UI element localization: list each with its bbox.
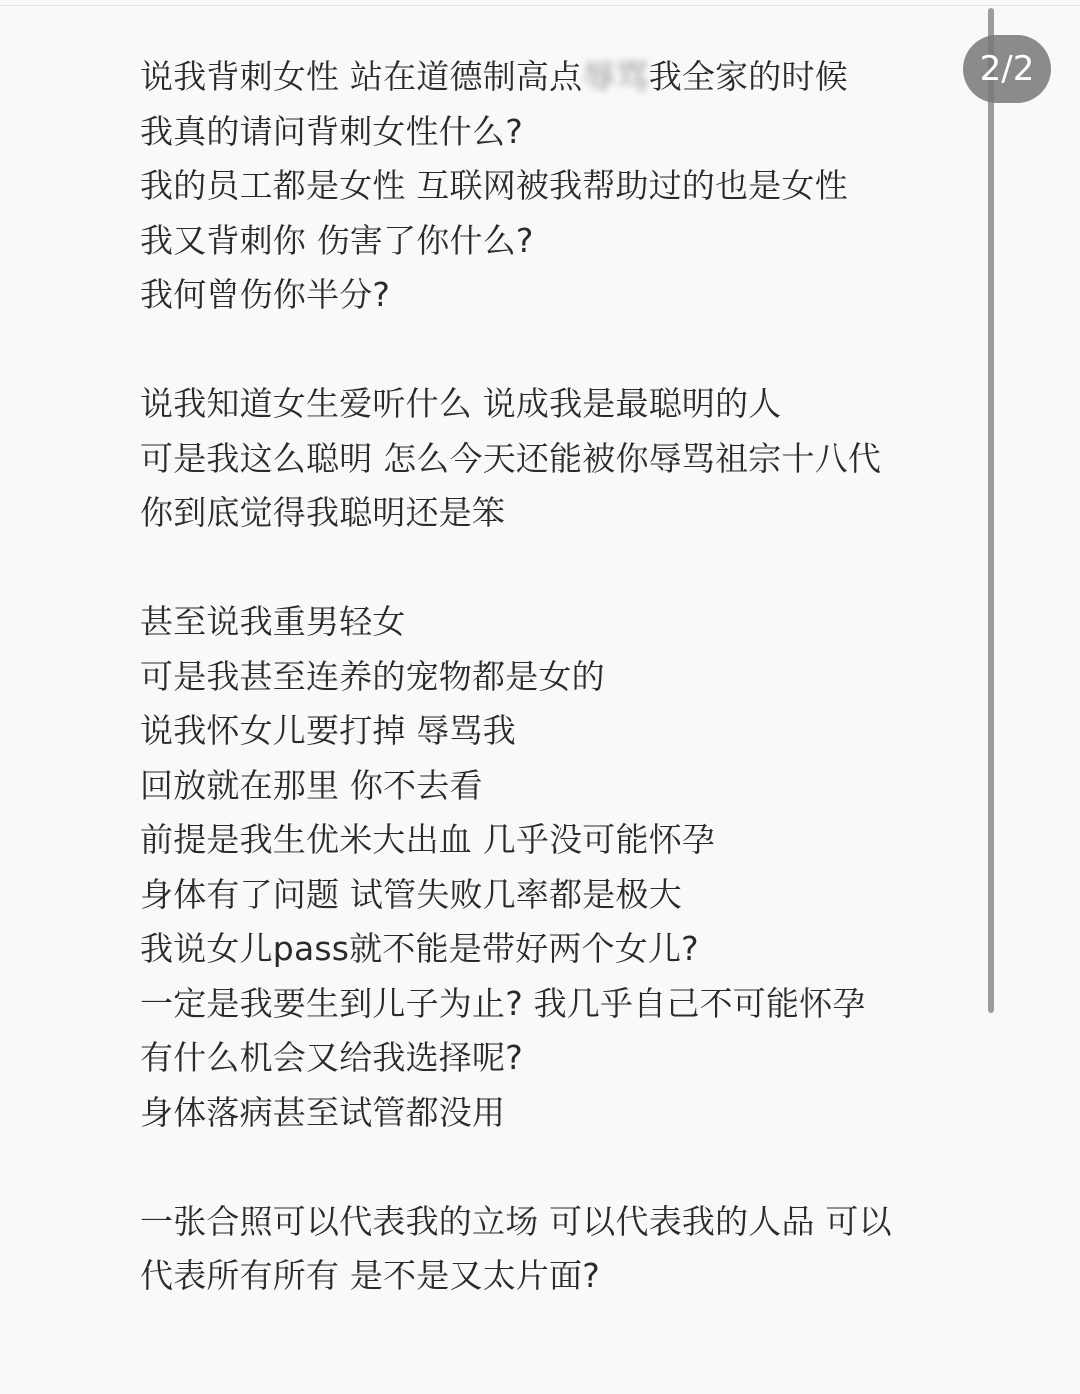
text-line: 回放就在那里 你不去看	[140, 765, 483, 805]
page-indicator-badge: 2/2	[963, 35, 1051, 103]
text-segment: 我全家的时候	[648, 57, 848, 96]
text-line: 我真的请问背刺女性什么?	[140, 111, 523, 151]
text-line: 有什么机会又给我选择呢?	[140, 1038, 523, 1077]
text-line: 一定是我要生到儿子为止? 我几乎自己不可能怀孕	[140, 983, 866, 1023]
text-line: 说我怀女儿要打掉 辱骂我	[140, 711, 516, 750]
text-line: 一张合照可以代表我的立场 可以代表我的人品 可以	[140, 1201, 892, 1241]
blurred-text: 辱骂	[582, 57, 649, 96]
text-line: 我又背刺你 伤害了你什么?	[140, 220, 534, 260]
text-line: 我何曾伤你半分?	[140, 275, 391, 314]
text-line: 身体有了问题 试管失败几率都是极大	[140, 874, 682, 914]
text-line: 说我知道女生爱听什么 说成我是最聪明的人	[140, 384, 782, 423]
vertical-scrollbar[interactable]	[988, 8, 994, 1013]
top-divider	[0, 5, 1080, 6]
text-line: 你到底觉得我聪明还是笨	[140, 493, 506, 532]
text-line: 身体落病甚至试管都没用	[140, 1092, 506, 1132]
text-line: 可是我这么聪明 怎么今天还能被你辱骂祖宗十八代	[140, 438, 882, 478]
paragraph-gap	[140, 323, 950, 378]
note-text-body	[140, 50, 950, 1304]
text-line: 前提是我生优米大出血 几乎没可能怀孕	[140, 820, 716, 859]
text-line	[140, 50, 950, 105]
text-line: 代表所有所有 是不是又太片面?	[140, 1256, 601, 1295]
text-segment: 说我背刺女性 站在道德制高点	[140, 57, 583, 96]
text-line: 甚至说我重男轻女	[140, 602, 406, 641]
paragraph-gap	[140, 1140, 950, 1195]
paragraph-gap	[140, 541, 950, 596]
text-line: 我说女儿pass就不能是带好两个女儿?	[140, 929, 699, 968]
text-line: 我的员工都是女性 互联网被我帮助过的也是女性	[140, 166, 848, 205]
text-line: 可是我甚至连养的宠物都是女的	[140, 656, 605, 696]
